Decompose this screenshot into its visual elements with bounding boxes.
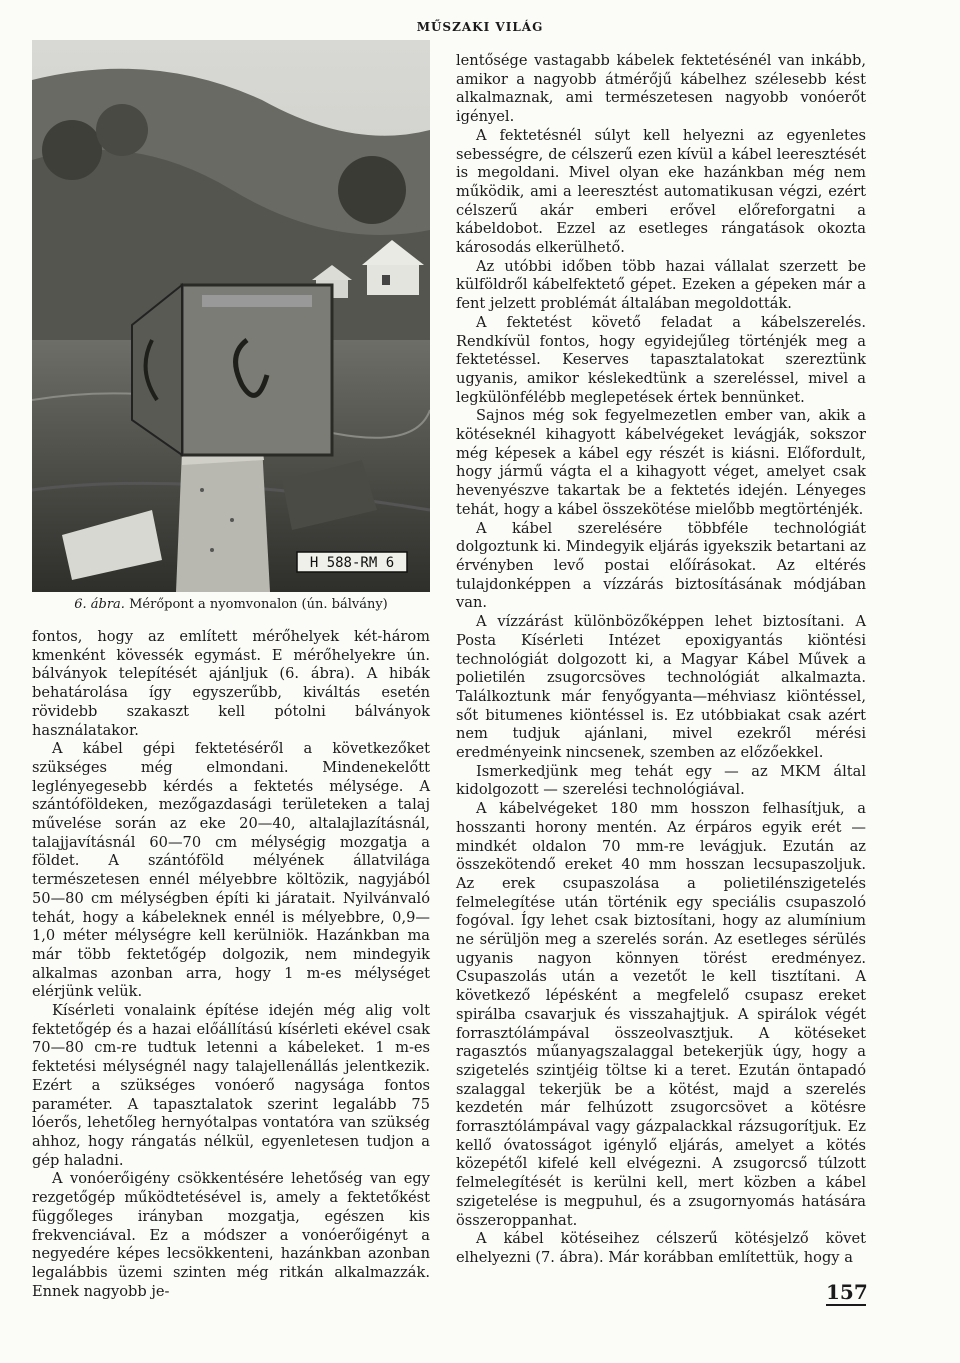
paragraph: A kábelvégeket 180 mm hosszon felhasítjuk, a hosszanti horony mentén. Az érpáros egyik erét — mindkét oldalon 70 mm-re levágjuk. Ezután az összekötendő ereket 40 mm hosszan lecsupaszoljuk. Az erek csupaszolása a polietilénszigetelés felmelegítése után történik egy speciális csupaszoló fogóval. Így lehet csak biztosítani, hogy az alumínium ne sérüljön meg a szerelés során. Az esetleges sérülés ugyanis nagyon könnyen törést eredményez. Csupaszolás után a vezetőt le kell tisztítani. A következő lépésként a megfelelő csupasz ereket spirálba csavarjuk és visszahajtjuk. A spirálok végét forrasztólámpával összeolvasztjuk. A kötéseket ragasztós műanyagszalaggal betekerjük úgy, hogy a szigetelés szintjéig töltse ki a teret. Ezután öntapadó szalaggal tekerjük be a kötést, majd a szerelés kezdetén már felhúzott zsugorcsövet a kötésre forrasztólámpával vagy gázpalackkal rázsugorítjuk. Ez kellő óvatosságot igénylő eljárás, amelyet a kötés közepétől kifelé kell elvégezni. A zsugorcső túlzott felmelegítését is kerülni kell, mert közben a kábel szigetelése is megpuhul, és a zsugornyomás hatására összeroppanhat. (456, 800, 866, 1229)
caption-text: Mérőpont a nyomvonalon (ún. bálvány) (129, 597, 388, 612)
page-number-rule (826, 1304, 866, 1306)
paragraph: fontos, hogy az említett mérőhelyek két-három kmenként kövessék egymást. E mérőhelyekre ún. bálványok telepítését ajánljuk (6. ábra). A hibák behatárolása így egyszerűbb, kiváltás esetén rövidebb szakaszt kell pótolni bálványok használatakor. (32, 628, 430, 739)
paragraph: A vonóerőigény csökkentésére lehetőség van egy rezgetőgép működtetésével is, amely a fektetőkést függőleges irányban mozgatja, egészen kis frekvenciával. Ez a módszer a vonóerőigényt a negyedére képes lecsökkenteni, hazánkban azonban legalábbis üzemi szinten még ritkán alkalmazzák. Ennek nagyobb je- (32, 1170, 430, 1300)
paragraph: Kísérleti vonalaink építése idején még alig volt fektetőgép és a hazai előállítású kísérleti ekével csak 70—80 cm-re tudtuk letenni a kábeleket. 1 m-es fektetési mélységnél nagy talajellenállás jelentkezik. Ezért a szükséges vonóerő nagysága fontos paraméter. A tapasztalatok szerint legalább 75 lóerős, lehetőleg hernyótalpas vontatóra van szükség ahhoz, hogy rángatás nélkül, egyenletesen tudjon a gép haladni. (32, 1002, 430, 1169)
caption-number: 6. ábra. (74, 597, 125, 612)
photo-plate-label: H 588-RM 6 (309, 555, 395, 571)
left-text-column (32, 628, 430, 1301)
paragraph: Az utóbbi időben több hazai vállalat szerzett be külföldről kábelfektető gépet. Ezeken a gépeken már a fent jelzett problémát általában megoldották. (456, 257, 866, 313)
paragraph: A kábel kötéseihez célszerű kötésjelző követ elhelyezni (7. ábra). Már korábban említettük, hogy a (456, 1230, 866, 1266)
paragraph: A fektetésnél súlyt kell helyezni az egyenletes sebességre, de célszerű ezen kívül a kábel leeresztését is megoldani. Mivel olyan eke hazánkban még nem működik, ami a leeresztést automatikusan végzi, ezért célszerű akár emberi erővel előreforgatni a kábeldobot. Ezzel az esetleges rángatások okozta károsodás elkerülhető. (456, 126, 866, 257)
figure-caption (32, 597, 430, 612)
page-number: 157 (826, 1280, 868, 1304)
figure-photo (32, 40, 430, 592)
running-header: MŰSZAKI VILÁG (416, 20, 544, 34)
paragraph: A kábel szerelésére többféle technológiát dolgoztunk ki. Mindegyik eljárás igyekszik betartani az érvényben levő postai előírásokat. Az eltérés tulajdonképpen a vízzárás biztosításának módjában van. (456, 519, 866, 612)
paragraph: Sajnos még sok fegyelmezetlen ember van, akik a kötéseknél kihagyott kábelvégeket levágják, sokszor még képesek a kábel egy részét is kiásni. Előfordult, hogy jármű vágta el a kihagyott véget, amelyet csak hevenyészve takartak be a fektetés idején. Lényeges tehát, hogy a kábel összekötése mielőbb megtörténjék. (456, 407, 866, 518)
paragraph: lentősége vastagabb kábelek fektetésénél van inkább, amikor a nagyobb átmérőjű kábelhez szélesebb kést alkalmaznak, ami természetesen nagyobb vonóerőt igényel. (456, 52, 866, 126)
paragraph: A vízzárást különbözőképpen lehet biztosítani. A Posta Kísérleti Intézet epoxigyantás kiöntési technológiát dolgozott ki, a Magyar Kábel Művek a polietilén zsugorcsöves technológiát alkalmazta. Találkoztunk már fenyőgyanta—méhviasz kiöntéssel, sőt bitumenes kiöntéssel is. Ez utóbbiakat csak azért nem tudjuk ajánlani, mivel ezekről mérési eredményeink nincsenek, szemben az előzőekkel. (456, 613, 866, 762)
paragraph: A kábel gépi fektetéséről a következőket szükséges még elmondani. Mindenekelőtt leglényegesebb kérdés a fektetés mélysége. A szántóföldeken, mezőgazdasági területeken a talaj művelése során az eke 20—40, altalajlazításnál, talajjavításnál 60—70 cm mélységig mozgatja a földet. A szántóföld mélyének állatvilága természetesen ennél mélyebbre költözik, nagyjából 50—80 cm mélységben építi ki járatait. Nyilvánvaló tehát, hogy a kábeleknek ennél is mélyebbre, 0,9—1,0 méter mélységre kell kerülniök. Hazánkban ma már több fektetőgép dolgozik, nem mindegyik alkalmas azonban arra, hogy 1 m-es mélységet elérjünk velük. (32, 740, 430, 1001)
right-text-column (456, 52, 866, 1268)
photo-marker-post (32, 40, 430, 592)
paragraph: A fektetést követő feladat a kábelszerelés. Rendkívül fontos, hogy egyidejűleg történjék meg a fektetéssel. Keserves tapasztalatokat szereztünk ugyanis, amikor késlekedtünk a szereléssel, mivel a legkülönfélébb meglepetések értek bennünket. (456, 313, 866, 406)
paragraph: Ismerkedjünk meg tehát egy — az MKM által kidolgozott — szerelési technológiával. (456, 762, 866, 799)
